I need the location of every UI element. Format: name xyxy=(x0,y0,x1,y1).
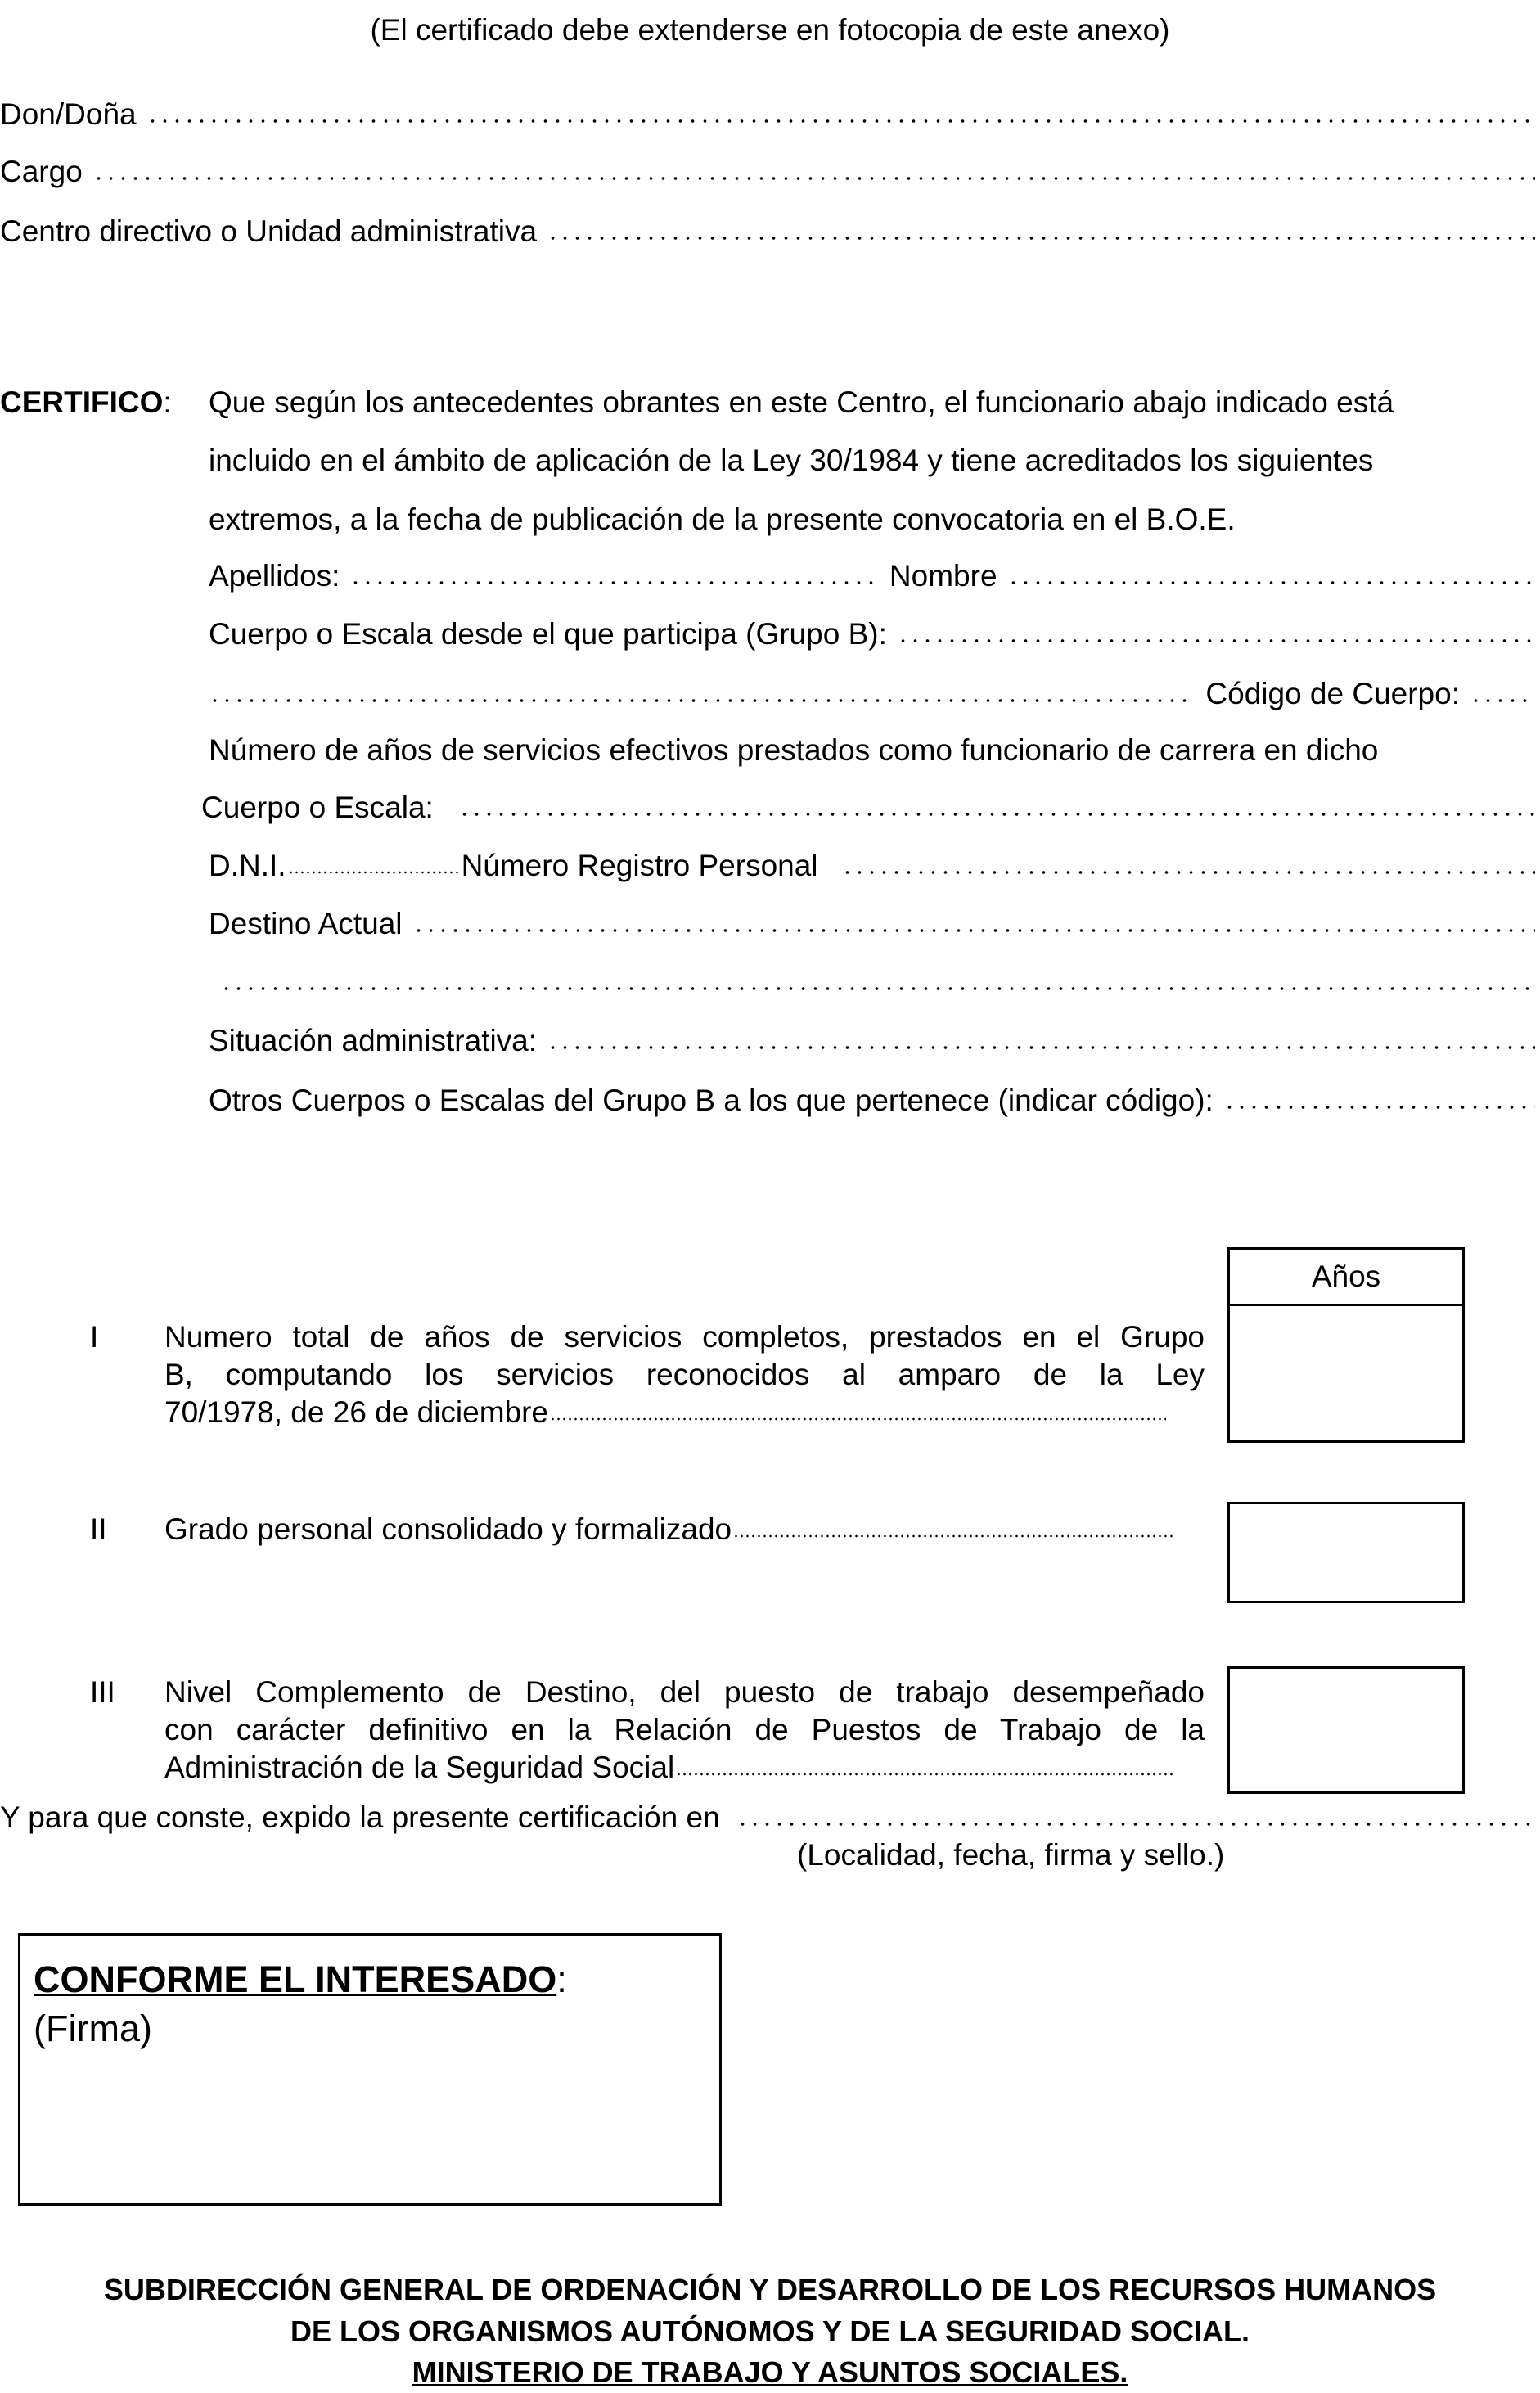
dotted-leader xyxy=(676,1772,1174,1777)
dotted-leader xyxy=(733,1534,1174,1539)
item-i-line-2: B, computando los servicios reconocidos al amparo de la Ley xyxy=(164,1358,1205,1391)
dotted-leader xyxy=(288,870,460,875)
destino-label: Destino Actual xyxy=(209,907,403,940)
dotted-leader xyxy=(547,1045,1535,1050)
nivel-box-iii[interactable] xyxy=(1227,1666,1465,1794)
certifico-word: CERTIFICO xyxy=(0,385,164,419)
cargo-field[interactable] xyxy=(0,153,1540,191)
apellidos-nombre-row[interactable] xyxy=(209,557,1540,595)
cuerpo-field[interactable] xyxy=(209,615,1540,653)
item-i-line-3: 70/1978, de 26 de diciembre xyxy=(164,1395,549,1429)
footer-line-2: DE LOS ORGANISMOS AUTÓNOMOS Y DE LA SEGURIDAD SOCIAL. xyxy=(290,2314,1250,2348)
expido-field[interactable] xyxy=(0,1799,1540,1836)
anos-header: Años xyxy=(1230,1250,1462,1306)
centro-label: Centro directivo o Unidad administrativa xyxy=(0,214,538,248)
firma-label: (Firma) xyxy=(34,2008,152,2049)
dotted-leader xyxy=(349,580,877,585)
certifico-line-1: Que según los antecedentes obrantes en este Centro, el funcionario abajo indicado está xyxy=(209,385,1394,419)
certifico-label xyxy=(0,384,172,421)
item-text-iii xyxy=(164,1674,1205,1787)
item-numeral-iii: III xyxy=(90,1675,115,1709)
dotted-leader xyxy=(412,928,1535,933)
dotted-leader xyxy=(220,986,1535,991)
situacion-field[interactable] xyxy=(209,1022,1540,1060)
item-ii-line-1: Grado personal consolidado y formalizado xyxy=(164,1512,732,1546)
dotted-leader xyxy=(550,1417,1166,1422)
registro-label: Número Registro Personal xyxy=(461,849,818,882)
destino-field[interactable] xyxy=(209,905,1540,943)
conforme-colon: : xyxy=(556,1958,567,2000)
destino-continuation[interactable] xyxy=(209,963,1540,1001)
expido-label: Y para que conste, expido la presente certificación en xyxy=(0,1800,720,1834)
otros-field[interactable] xyxy=(209,1082,1540,1120)
item-numeral-i: I xyxy=(90,1320,99,1354)
item-iii-line-3: Administración de la Seguridad Social xyxy=(164,1751,675,1784)
certifico-line-3: extremos, a la fecha de publicación de la presente convocatoria en el B.O.E. xyxy=(209,502,1236,536)
cuerpo-escala-label: Cuerpo o Escala: xyxy=(201,791,434,824)
dotted-leader xyxy=(458,812,1535,817)
numero-anos-label: Número de años de servicios efectivos prestados como funcionario de carrera en dicho xyxy=(209,733,1379,767)
certifico-colon: : xyxy=(163,385,172,419)
codigo-row[interactable] xyxy=(209,675,1540,713)
cargo-label: Cargo xyxy=(0,155,83,188)
footer-line-1: SUBDIRECCIÓN GENERAL DE ORDENACIÓN Y DESARROLLO DE LOS RECURSOS HUMANOS xyxy=(103,2273,1437,2306)
header-note: (El certificado debe extenderse en fotocopia de este anexo) xyxy=(370,13,1170,47)
don-label: Don/Doña xyxy=(0,97,137,131)
grado-box-ii[interactable] xyxy=(1227,1502,1465,1603)
cuerpo-escala-field[interactable] xyxy=(201,789,1540,827)
dotted-leader xyxy=(209,698,1194,703)
certifico-line-2: incluido en el ámbito de aplicación de la Ley 30/1984 y tiene acreditados los siguientes xyxy=(209,444,1374,477)
conforme-title xyxy=(34,1958,567,2001)
conforme-title-text: CONFORME EL INTERESADO xyxy=(34,1958,557,2000)
item-numeral-ii: II xyxy=(90,1512,107,1546)
dotted-leader xyxy=(897,638,1535,643)
dotted-leader xyxy=(841,870,1535,875)
item-iii-line-2: con carácter definitivo en la Relación de Puestos de Trabajo de la xyxy=(164,1713,1205,1746)
otros-label: Otros Cuerpos o Escalas del Grupo B a los que pertenece (indicar código): xyxy=(209,1084,1214,1117)
nombre-label: Nombre xyxy=(889,559,997,593)
apellidos-label: Apellidos: xyxy=(209,559,340,593)
item-text-ii xyxy=(164,1511,1179,1548)
dni-row[interactable] xyxy=(209,847,1540,885)
footer-line-3: MINISTERIO DE TRABAJO Y ASUNTOS SOCIALES. xyxy=(412,2355,1128,2389)
dotted-leader xyxy=(547,236,1535,241)
dni-label: D.N.I. xyxy=(209,849,286,882)
dotted-leader xyxy=(146,119,1535,124)
situacion-label: Situación administrativa: xyxy=(209,1024,538,1057)
centro-field[interactable] xyxy=(0,213,1540,250)
dotted-leader xyxy=(1223,1105,1535,1110)
conforme-box[interactable] xyxy=(18,1933,722,2206)
item-text-i xyxy=(164,1318,1205,1431)
anos-box-i[interactable] xyxy=(1227,1247,1465,1443)
don-field[interactable] xyxy=(0,96,1540,133)
item-iii-line-1: Nivel Complemento de Destino, del puesto de trabajo desempeñado xyxy=(164,1675,1205,1709)
localidad-note: (Localidad, fecha, firma y sello.) xyxy=(797,1838,1225,1872)
dotted-leader xyxy=(1470,698,1535,703)
dotted-leader xyxy=(92,176,1535,181)
cuerpo-label: Cuerpo o Escala desde el que participa (Grupo B): xyxy=(209,617,887,651)
dotted-leader xyxy=(736,1822,1535,1827)
dotted-leader xyxy=(1007,580,1535,585)
codigo-label: Código de Cuerpo: xyxy=(1205,677,1460,710)
item-i-line-1: Numero total de años de servicios completos, prestados en el Grupo xyxy=(164,1320,1205,1354)
